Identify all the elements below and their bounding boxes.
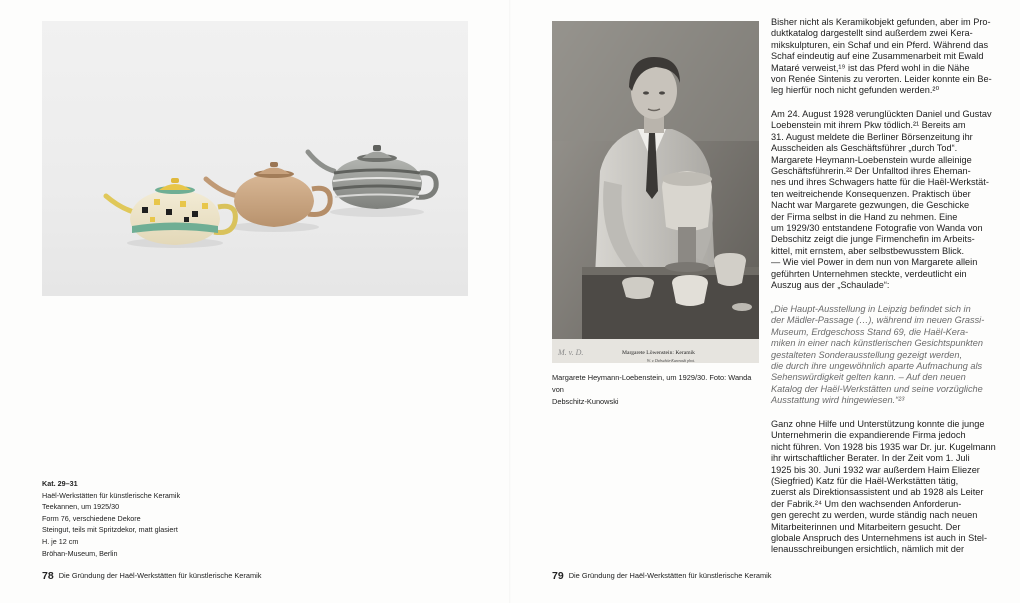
text-line: Bisher nicht als Keramikobjekt gefunden, aber im Pro- [771, 17, 991, 27]
text-line: globale Anspruch des Unternehmens ist auch in Stel- [771, 533, 988, 544]
quote-line: Katalog der Haël-Werkstätten und seine vorzügliche [771, 383, 983, 394]
text-line: Auszug aus der „Schaulade“: [771, 280, 890, 291]
ceramic-dish [622, 277, 654, 299]
photo-plate-title: Margarete Löwenstein: Keramik [622, 350, 695, 356]
text-line: der Firma selbst in die Hand zu nehmen. Eine [771, 211, 958, 222]
text-line: Am 24. August 1928 verunglückten Daniel und Gustav [771, 109, 992, 119]
body-paragraph-1 [771, 17, 992, 97]
text-line: ihr wirtschaftlicher Berater. In der Zeit vom 1. Juli [771, 453, 970, 464]
catalog-caption [42, 478, 262, 559]
text-line: von Renée Sintenis zu verorten. Leider konnte ein Be- [771, 74, 992, 85]
text-line: Loebenstein mit ihrem Pkw tödlich.²¹ Bereits am [771, 120, 966, 131]
teapots-photo [42, 21, 468, 296]
caption-line: Debschitz-Kunowski [552, 397, 619, 406]
text-line: Nacht war Margarete gezwungen, die Geschicke [771, 200, 970, 211]
caption-line: Teekannen, um 1925/30 [42, 502, 120, 512]
teapot-grey [308, 145, 436, 209]
text-line: nicht führen. Von 1928 bis 1935 war Dr. jur. Kugelmann [771, 441, 996, 452]
body-paragraph-3 [771, 419, 996, 556]
ceramic-bowl [672, 275, 708, 306]
body-paragraph-2 [771, 109, 992, 292]
catalog-number: Kat. 29–31 [42, 479, 78, 488]
ceramic-cup [714, 253, 746, 286]
text-line: Mitarbeiterinnen und Mitarbeitern gesucht. Der [771, 521, 961, 532]
text-line: ten weitreichende Konsequenzen. Praktisch über [771, 188, 971, 199]
running-title: Die Gründung der Haël-Werkstätten für künstlerische Keramik [58, 571, 262, 580]
portrait-caption [552, 372, 762, 408]
text-line: Mataré verweist,¹⁹ ist das Pferd wohl in die Nähe [771, 62, 970, 73]
text-line: um 1929/30 entstandene Fotografie von Wanda von [771, 223, 983, 234]
right-footer [552, 570, 771, 582]
text-line: gen gerecht zu werden, wurde ständig nach neuen [771, 510, 978, 521]
text-line: Ganz ohne Hilfe und Unterstützung konnte die junge [771, 419, 985, 429]
quote-line: gestalteten Sonderausstellung gezeigt werden, [771, 349, 963, 360]
text-line: (Siegfried) Katz für die Haël-Werkstätten tätig, [771, 476, 959, 487]
text-line: zuerst als Direktionsassistent und ab 1928 als Leiter [771, 487, 984, 498]
teapot-terracotta [206, 162, 330, 227]
text-line: Unternehmerin die expandierende Firma jedoch [771, 430, 966, 441]
caption-line: H. je 12 cm [42, 536, 79, 546]
photo-plate-credit: W. v. Debschitz-Kunowski phot. [647, 359, 695, 363]
page-number: 78 [42, 570, 54, 582]
left-footer [42, 570, 261, 582]
quote-line: die durch ihre ungewöhnlich aparte Aufmachung als [771, 361, 983, 372]
quote-line: miken in einer nach künstlerischen Gesichtspunkten [771, 338, 983, 349]
portrait-photo [552, 21, 759, 363]
text-line: Schaf eindeutig auf eine Zusammenarbeit mit Ewald [771, 51, 984, 62]
caption-line: Steingut, teils mit Spritzdekor, matt glasiert [42, 525, 178, 535]
book-gutter [509, 0, 511, 603]
quote-line: der Mädler-Passage (…), während im neuen Grassi- [771, 315, 985, 326]
text-line: Debschitz zeigt die junge Firmenchefin im Arbeits- [771, 234, 975, 245]
page-number: 79 [552, 570, 564, 582]
text-line: Geschäftsführerin.²² Der Unfalltod ihres Eheman- [771, 166, 971, 177]
quote-line: „Die Haupt-Ausstellung in Leipzig befindet sich in [771, 304, 971, 314]
caption-line: Bröhan-Museum, Berlin [42, 548, 118, 558]
caption-line: Haël-Werkstätten für künstlerische Keramik [42, 490, 181, 500]
text-line: lenausschreibungen ersichtlich, nämlich mit der [771, 544, 965, 555]
text-line: — Wie viel Power in dem nun von Margarete allein [771, 257, 978, 268]
caption-line: Margarete Heymann-Loebenstein, um 1929/30. Foto: Wanda von [552, 373, 752, 394]
text-line: Ausscheiden als Geschäftsführer „durch Tod“. [771, 143, 958, 154]
text-line: duktkatalog dargestellt sind außerdem zwei Kera- [771, 28, 973, 39]
text-line: leg hierfür noch nicht gefunden werden.²⁰ [771, 85, 940, 96]
text-line: der Fabrik.²⁴ Um den wachsenden Anforderun- [771, 498, 962, 509]
text-line: mikskulpturen, ein Schaf und ein Pferd. Während das [771, 39, 989, 50]
text-line: geführten Unternehmen steckte, verdeutlicht ein [771, 268, 967, 279]
quote-line: Sehenswürdigkeit gelten kann. – Auf den neuen [771, 372, 966, 383]
text-line: 31. August meldete die Berliner Börsenzeitung ihr [771, 131, 973, 142]
text-line: nes und ihres Schwagers hatte für die Haël-Werkstät- [771, 177, 989, 188]
text-line: Margarete Heymann-Loebenstein wurde alleinige [771, 154, 972, 165]
quote-line: Museum, Erdgeschoss Stand 69, die Haël-Kera- [771, 326, 969, 337]
text-line: kittel, mit ernstem, aber selbstbewusstem Blick. [771, 245, 965, 256]
running-title: Die Gründung der Haël-Werkstätten für künstlerische Keramik [568, 571, 772, 580]
text-line: 1925 bis 30. Juni 1932 war außerdem Haim Eliezer [771, 464, 980, 475]
quote-line: Ausstattung wird hingewiesen.“²³ [771, 395, 905, 406]
schaulade-quote [771, 304, 983, 407]
caption-line: Form 76, verschiedene Dekore [42, 513, 141, 523]
photographer-monogram: M. v. D. [558, 348, 584, 357]
